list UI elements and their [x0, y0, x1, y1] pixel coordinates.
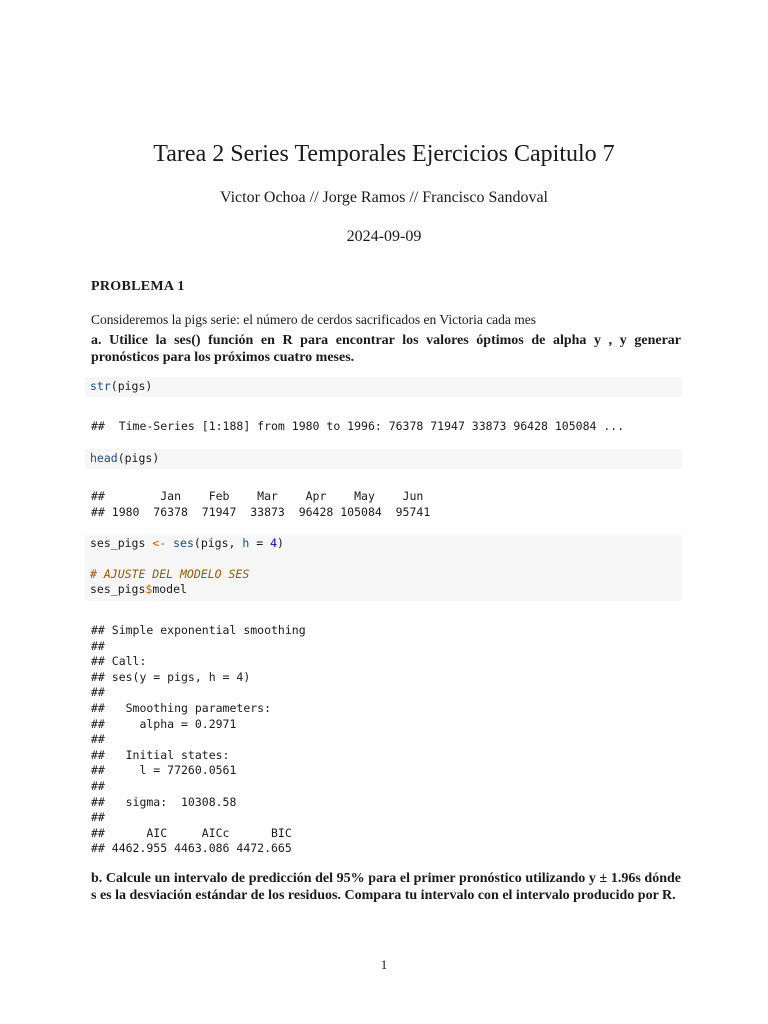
code-chunk-head [85, 449, 682, 469]
model-output-line: ## l = 77260.0561 [91, 763, 237, 778]
section-heading: PROBLEMA 1 [91, 279, 185, 294]
code-chunk-str [85, 377, 682, 397]
code-text: (pigs, [193, 536, 243, 550]
code-line [90, 451, 159, 466]
code-output-head-line: ## 1980 76378 71947 33873 96428 105084 95741 [91, 505, 431, 519]
code-dollar-operator: $ [145, 582, 153, 596]
page-number: 1 [380, 957, 388, 972]
code-comment: # AJUSTE DEL MODELO SES [90, 567, 250, 581]
model-output-line: ## Call: [91, 654, 147, 669]
code-args: (pigs) [117, 451, 160, 465]
code-line [90, 582, 187, 597]
code-function: head [90, 451, 118, 465]
model-output-line: ## 4462.955 4463.086 4472.665 [91, 841, 292, 856]
code-function: str [90, 379, 111, 393]
model-output-line: ## ses(y = pigs, h = 4) [91, 669, 251, 684]
code-function: ses [173, 536, 194, 550]
code-number: 4 [270, 536, 278, 550]
model-output-line: ## AIC AICc BIC [91, 825, 292, 840]
code-output-str: ## Time-Series [1:188] from 1980 to 1996: 76378 71947 33873 96428 105084 ... [91, 419, 625, 433]
document-authors: Victor Ochoa // Jorge Ramos // Francisco Sandoval [219, 189, 548, 206]
model-output-line: ## sigma: 10308.58 [91, 794, 237, 809]
document-title: Tarea 2 Series Temporales Ejercicios Capitulo 7 [153, 141, 615, 167]
model-output-line: ## [91, 685, 105, 700]
model-output-line: ## [91, 732, 105, 747]
question-a: a. Utilice la ses() función en R para encontrar los valores óptimos de alpha y , y generar pronósticos para los próximos cuatro meses. [91, 333, 681, 365]
model-output-line: ## alpha = 0.2971 [91, 716, 237, 731]
model-output-line: ## [91, 779, 105, 793]
code-argument-name: h [242, 536, 250, 550]
document-date: 2024-09-09 [346, 228, 422, 245]
model-output-line: ## [91, 810, 105, 825]
code-variable: ses_pigs [90, 582, 146, 596]
code-line [90, 379, 152, 394]
code-chunk-ses [85, 534, 682, 601]
model-output-line: ## [91, 638, 105, 653]
code-field: model [152, 582, 187, 596]
question-b: b. Calcule un intervalo de predicción del 95% para el primer pronóstico utilizando y ± 1.96s dónde s es la desviación estándar de los residuos. Compara tu intervalo con el intervalo producido por R. [91, 871, 681, 903]
code-args: (pigs) [110, 379, 153, 393]
code-text: = [249, 536, 271, 550]
model-output-line: ## Smoothing parameters: [91, 701, 272, 715]
problem-intro: Consideremos la pigs serie: el número de cerdos sacrificados en Victoria cada mes [91, 312, 537, 327]
code-assign-operator: <- [152, 536, 167, 550]
model-output-line: ## Initial states: [91, 747, 230, 762]
code-line [90, 536, 284, 551]
code-text: ) [277, 536, 284, 550]
code-variable: ses_pigs [90, 536, 153, 550]
model-output-line: ## Simple exponential smoothing [91, 623, 306, 637]
code-output-head-line: ## Jan Feb Mar Apr May Jun [91, 489, 424, 503]
